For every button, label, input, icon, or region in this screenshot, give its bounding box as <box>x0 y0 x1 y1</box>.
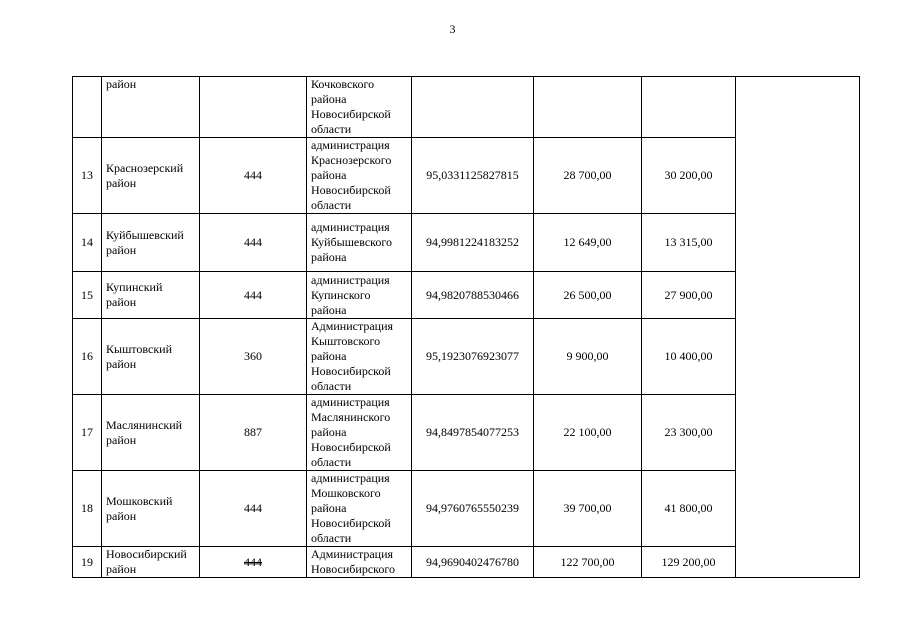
amount-1: 22 100,00 <box>534 395 642 471</box>
row-number: 18 <box>73 471 102 547</box>
organization: администрация Маслянинского района Новосибирской области <box>307 395 412 471</box>
percent: 94,9690402476780 <box>412 547 534 578</box>
code: 444 <box>200 547 307 578</box>
amount-2: 41 800,00 <box>642 471 736 547</box>
organization: Кочковского района Новосибирской области <box>307 77 412 138</box>
amount-2: 27 900,00 <box>642 272 736 319</box>
percent: 94,9981224183252 <box>412 214 534 272</box>
percent: 94,9820788530466 <box>412 272 534 319</box>
row-number: 17 <box>73 395 102 471</box>
amount-2: 13 315,00 <box>642 214 736 272</box>
amount-2: 129 200,00 <box>642 547 736 578</box>
amount-1: 26 500,00 <box>534 272 642 319</box>
district-name: Купинский район <box>102 272 200 319</box>
row-number: 13 <box>73 138 102 214</box>
district-name: Мошковский район <box>102 471 200 547</box>
row-number: 14 <box>73 214 102 272</box>
budget-table <box>72 76 860 578</box>
organization: администрация Мошковского района Новосибирской области <box>307 471 412 547</box>
row-number: 19 <box>73 547 102 578</box>
organization: Администрация Новосибирского <box>307 547 412 578</box>
code: 887 <box>200 395 307 471</box>
row-number: 15 <box>73 272 102 319</box>
percent <box>412 77 534 138</box>
amount-1: 28 700,00 <box>534 138 642 214</box>
amount-1: 12 649,00 <box>534 214 642 272</box>
amount-2: 30 200,00 <box>642 138 736 214</box>
organization: Администрация Кыштовского района Новосибирской области <box>307 319 412 395</box>
amount-2: 23 300,00 <box>642 395 736 471</box>
row-number <box>73 77 102 138</box>
code <box>200 77 307 138</box>
district-name: Краснозерский район <box>102 138 200 214</box>
district-name: район <box>102 77 200 138</box>
extra-column <box>736 77 860 578</box>
code: 360 <box>200 319 307 395</box>
organization: администрация Куйбышевского района <box>307 214 412 272</box>
code: 444 <box>200 272 307 319</box>
code: 444 <box>200 214 307 272</box>
table-row <box>73 77 860 138</box>
district-name: Новосибирский район <box>102 547 200 578</box>
amount-2: 10 400,00 <box>642 319 736 395</box>
row-number: 16 <box>73 319 102 395</box>
amount-2 <box>642 77 736 138</box>
page-number: 3 <box>449 22 456 36</box>
percent: 94,8497854077253 <box>412 395 534 471</box>
percent: 94,9760765550239 <box>412 471 534 547</box>
district-name: Кыштовский район <box>102 319 200 395</box>
percent: 95,0331125827815 <box>412 138 534 214</box>
amount-1 <box>534 77 642 138</box>
district-name: Куйбышевский район <box>102 214 200 272</box>
amount-1: 122 700,00 <box>534 547 642 578</box>
code: 444 <box>200 138 307 214</box>
organization: администрация Краснозерского района Новосибирской области <box>307 138 412 214</box>
percent: 95,1923076923077 <box>412 319 534 395</box>
amount-1: 39 700,00 <box>534 471 642 547</box>
organization: администрация Купинского района <box>307 272 412 319</box>
district-name: Маслянинский район <box>102 395 200 471</box>
code: 444 <box>200 471 307 547</box>
amount-1: 9 900,00 <box>534 319 642 395</box>
